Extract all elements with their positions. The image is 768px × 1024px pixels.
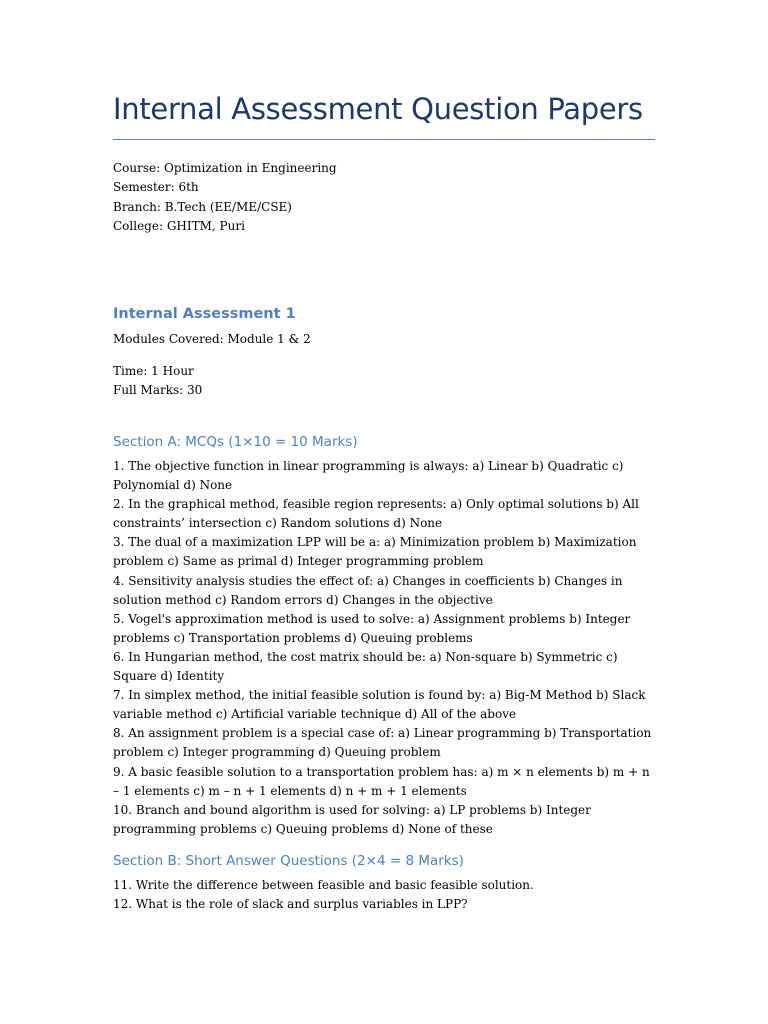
list-item: 5. Vogel's approximation method is used to solve: a) Assignment problems b) Integer problems c) Transportation problems d) Queuing problems — [113, 611, 631, 645]
section-a-heading: Section A: MCQs (1×10 = 10 Marks) — [113, 434, 358, 450]
list-item: 8. An assignment problem is a special case of: a) Linear programming b) Transportation problem c) Integer programming d) Queuing problem — [113, 726, 652, 760]
branch-line: Branch: B.Tech (EE/ME/CSE) — [113, 199, 292, 214]
semester-line: Semester: 6th — [113, 180, 199, 195]
list-item: 10. Branch and bound algorithm is used for solving: a) LP problems b) Integer programming problems c) Queuing problems d) None of these — [113, 802, 591, 836]
title-divider — [113, 139, 655, 140]
list-item: 9. A basic feasible solution to a transportation problem has: a) m × n elements b) m + n – 1 elements c) m – n + 1 elements d) n + m + 1 elements — [113, 764, 650, 798]
modules-covered: Modules Covered: Module 1 & 2 — [113, 332, 311, 346]
section-b-heading: Section B: Short Answer Questions (2×4 = 8 Marks) — [113, 853, 464, 869]
list-item: 11. Write the difference between feasible and basic feasible solution. — [113, 878, 534, 892]
page-title: Internal Assessment Question Papers — [113, 92, 643, 126]
course-info — [113, 159, 337, 236]
list-item: 6. In Hungarian method, the cost matrix should be: a) Non-square b) Symmetric c) Square d) Identity — [113, 649, 618, 684]
section-a-questions — [113, 457, 658, 839]
assessment-heading: Internal Assessment 1 — [113, 306, 296, 322]
time-line: Time: 1 Hour — [113, 364, 194, 378]
full-marks-line: Full Marks: 30 — [113, 383, 203, 397]
list-item: 2. In the graphical method, feasible region represents: a) Only optimal solutions b) All constraints’ intersection c) Random solutions d) None — [113, 497, 639, 531]
college-line: College: GHITM, Puri — [113, 218, 245, 233]
list-item: 12. What is the role of slack and surplus variables in LPP? — [113, 897, 468, 912]
list-item: 4. Sensitivity analysis studies the effect of: a) Changes in coefficients b) Changes in solution method c) Random errors d) Changes in the objective — [113, 573, 623, 607]
list-item: 1. The objective function in linear programming is always: a) Linear b) Quadratic c) Polynomial d) None — [113, 459, 624, 493]
list-item: 3. The dual of a maximization LPP will be a: a) Minimization problem b) Maximization problem c) Same as primal d) Integer programming problem — [113, 535, 637, 569]
section-b-questions — [113, 876, 658, 914]
exam-details — [113, 362, 658, 400]
course-line: Course: Optimization in Engineering — [113, 161, 337, 175]
list-item: 7. In simplex method, the initial feasible solution is found by: a) Big-M Method b) Slack variable method c) Artificial variable technique d) All of the above — [113, 688, 646, 722]
